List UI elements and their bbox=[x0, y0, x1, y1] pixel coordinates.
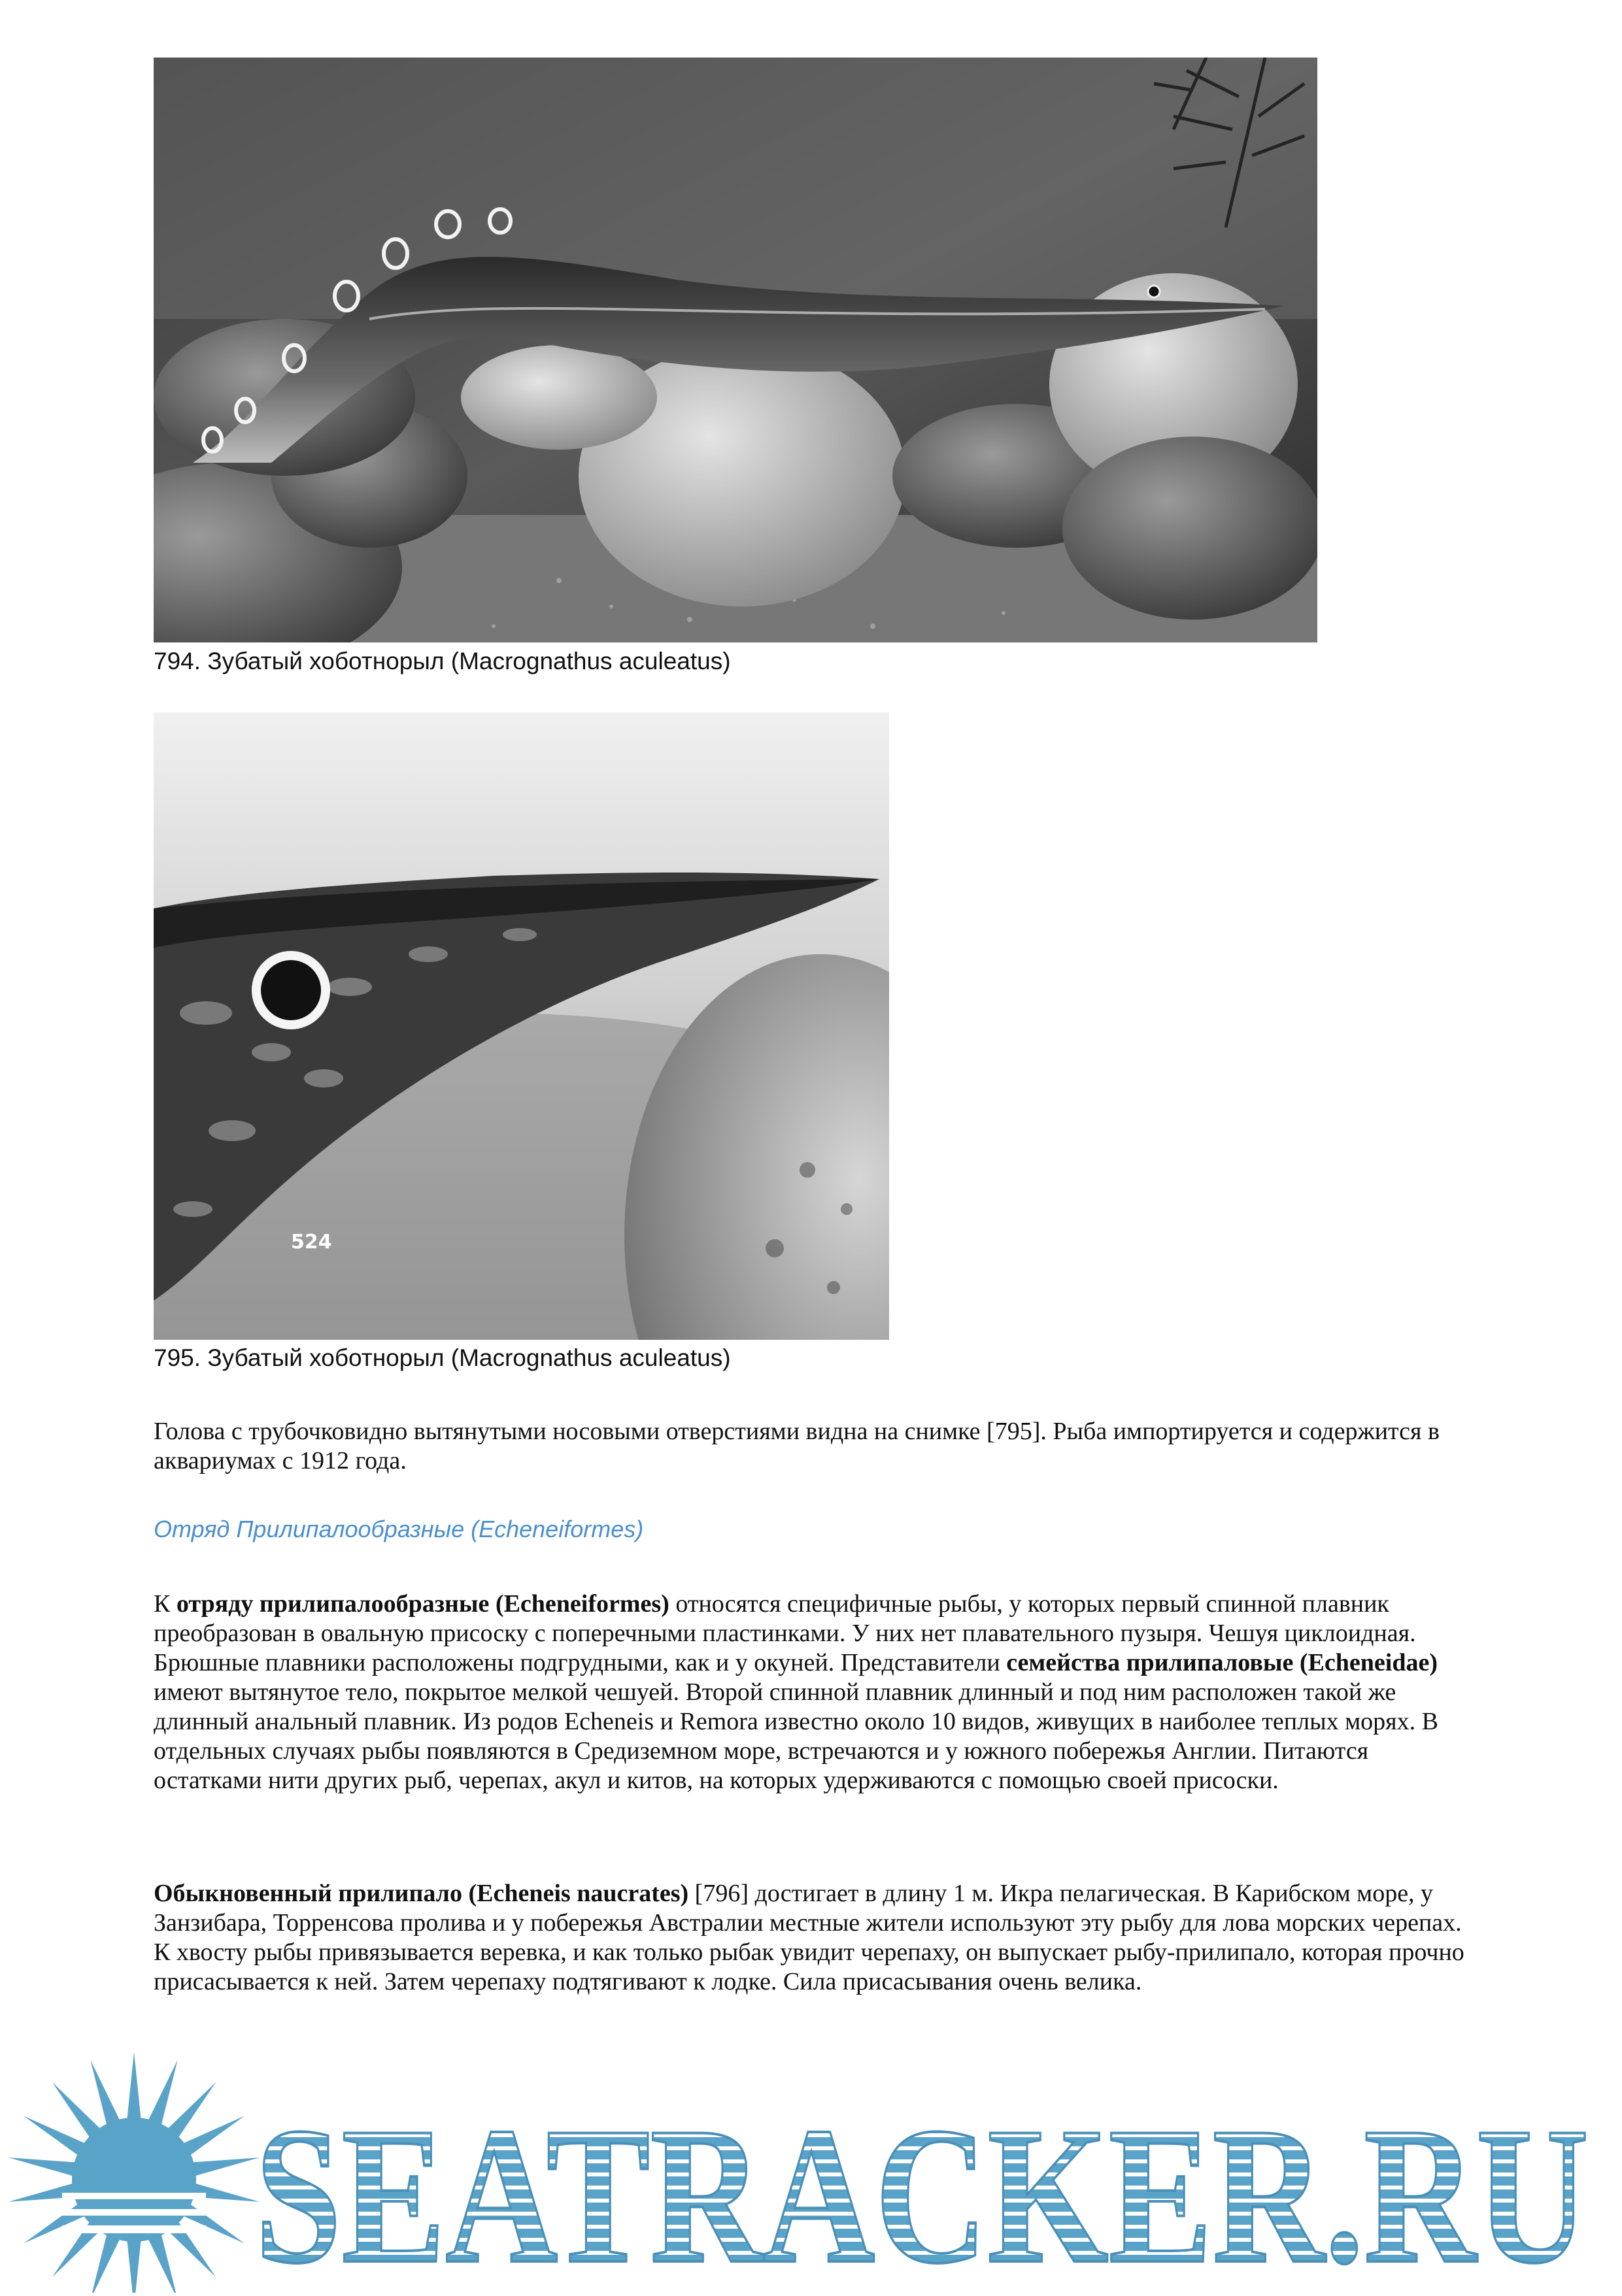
logo-text: SEATRACKER.RU bbox=[255, 2087, 1589, 2293]
bold-term: Обыкновенный прилипало (Echeneis naucrates) bbox=[154, 1880, 689, 1907]
text-run: имеют вытянутое тело, покрытое мелкой чешуей. Второй спинной плавник длинный и под ним расположен такой же длинный анальный плавник. Из родов Echeneis и Remora известно около 10 видов, живущих в наиболее теплых морях. В отдельных случаях рыбы появляются в Средиземном море, встречаются и у южного побережья Англии. Питаются остатками нити других рыб, черепах, акул и китов, на которых удерживаются с помощью своей присоски. bbox=[154, 1678, 1438, 1794]
figure-caption-795: 795. Зубатый хоботнорыл (Macrognathus aculeatus) bbox=[154, 1344, 731, 1371]
sun-icon bbox=[7, 2052, 262, 2293]
text-run: [796] достигает в длину 1 м. Икра пелагическая. В Карибском море, у Занзибара, Торренсова пролива и у побережья Австралии местные жители используют эту рыбу для лова морских черепах. К хвосту рыбы привязывается веревка, и как только рыбак увидит черепаху, он выпускает рыбу-прилипало, которая прочно присасывается к ней. Затем черепаху подтягивают к лодке. Сила присасывания очень велика. bbox=[154, 1880, 1464, 1995]
intro-paragraph bbox=[154, 1417, 1481, 1476]
figure-caption-794: 794. Зубатый хоботнорыл (Macrognathus aculeatus) bbox=[154, 648, 731, 674]
text-run: относятся специфичные рыбы, у которых первый спинной плавник преобразован в овальную присоску с поперечными пластинками. У них нет плавательного пузыря. Чешуя циклоидная. Брюшные плавники расположены подгрудными, как и у окуней. Представители bbox=[154, 1590, 1416, 1676]
bold-term: отряду прилипалообразные (Echeneiformes) bbox=[176, 1590, 669, 1618]
plate-number: 524 bbox=[291, 1231, 332, 1254]
photo-794-fish-on-stones bbox=[154, 58, 1317, 642]
paragraph-echeneiformes bbox=[154, 1589, 1481, 1795]
bold-term: семейства прилипаловые (Echeneidae) bbox=[1006, 1649, 1438, 1676]
paragraph-echeneis-naucrates bbox=[154, 1879, 1481, 1997]
section-heading: Отряд Прилипалообразные (Echeneiformes) bbox=[154, 1516, 644, 1542]
intro-text: Голова с трубочковидно вытянутыми носовыми отверстиями видна на снимке [795]. Рыба импортируется и содержится в аквариумах с 1912 года. bbox=[154, 1418, 1440, 1474]
text-run: К bbox=[154, 1590, 177, 1618]
seatracker-logo bbox=[0, 2046, 1622, 2293]
photo-795-fish-head-closeup bbox=[154, 712, 889, 1340]
